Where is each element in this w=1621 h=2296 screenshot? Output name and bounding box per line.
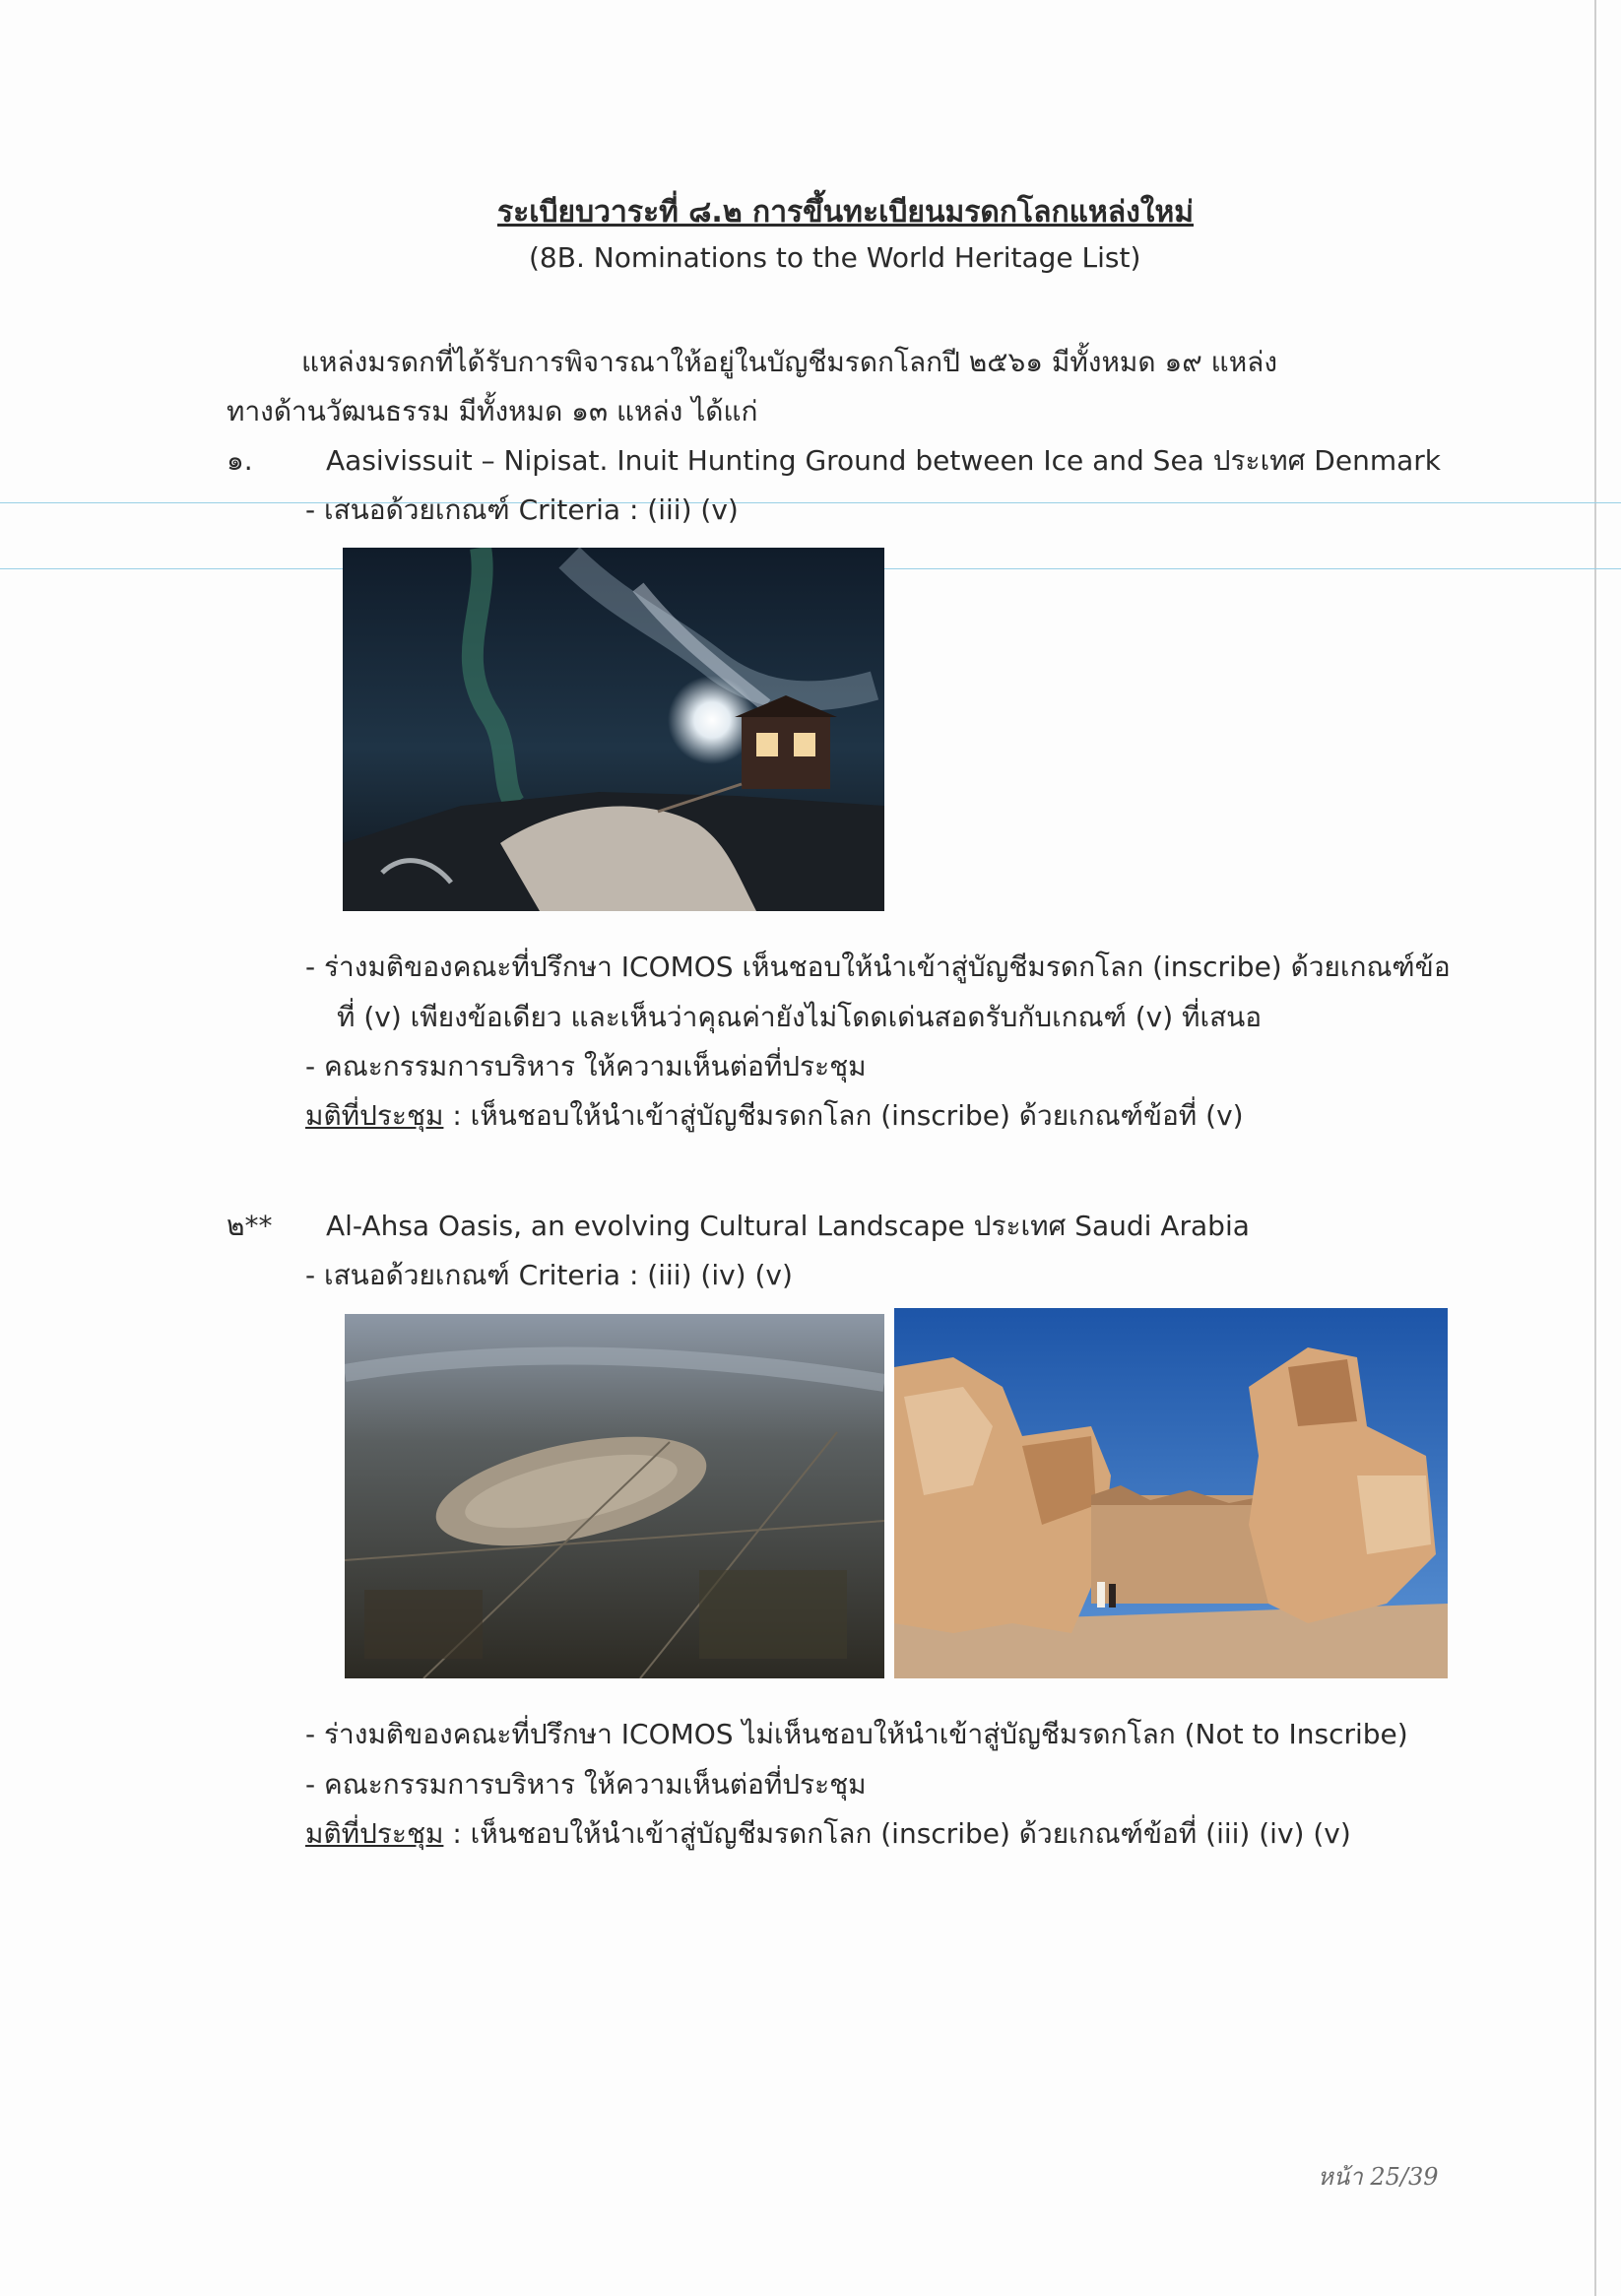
site-1-resolution (305, 1096, 1244, 1136)
intro-line-2: ทางด้านวัฒนธรรม มีทั้งหมด ๑๓ แหล่ง ได้แก่ (227, 395, 758, 427)
site-2-photo-aerial (345, 1314, 884, 1678)
site-1-committee: - คณะกรรมการบริหาร ให้ความเห็นต่อที่ประชุม (305, 1050, 867, 1082)
site-2-resolution (305, 1814, 1351, 1854)
site-1-number: ๑. (227, 444, 253, 477)
site-2-resolution-text: : เห็นชอบให้นำเข้าสู่บัญชีมรดกโลก (inscribe) ด้วยเกณฑ์ข้อที่ (iii) (iv) (v) (443, 1817, 1351, 1850)
intro-line-1: แหล่งมรดกที่ได้รับการพิจารณาให้อยู่ในบัญชีมรดกโลกปี ๒๕๖๑ มีทั้งหมด ๑๙ แหล่ง (301, 346, 1277, 378)
site-1-icomos-line-1: - ร่างมติของคณะที่ปรึกษา ICOMOS เห็นชอบให้นำเข้าสู่บัญชีมรดกโลก (inscribe) ด้วยเกณฑ์ข้อ (305, 951, 1451, 983)
site-2-committee: - คณะกรรมการบริหาร ให้ความเห็นต่อที่ประชุม (305, 1768, 867, 1801)
site-1-name: Aasivissuit – Nipisat. Inuit Hunting Ground between Ice and Sea ประเทศ Denmark (326, 444, 1441, 477)
site-1-resolution-label: มติที่ประชุม (305, 1099, 444, 1132)
site-1-resolution-text: : เห็นชอบให้นำเข้าสู่บัญชีมรดกโลก (inscribe) ด้วยเกณฑ์ข้อที่ (v) (443, 1099, 1244, 1132)
page-number: หน้า 25/39 (1318, 2163, 1439, 2191)
site-1-criteria: - เสนอด้วยเกณฑ์ Criteria : (iii) (v) (305, 493, 739, 526)
site-2-number: ๒** (227, 1210, 273, 1242)
site-1-photo-aurora (343, 548, 884, 911)
site-2-name: Al-Ahsa Oasis, an evolving Cultural Landscape ประเทศ Saudi Arabia (326, 1210, 1250, 1242)
site-2-photo-rock-formations (894, 1308, 1448, 1678)
site-2-resolution-label: มติที่ประชุม (305, 1817, 444, 1850)
agenda-subtitle: (8B. Nominations to the World Heritage List) (529, 241, 1141, 274)
page-edge-line (1594, 0, 1596, 2296)
site-2-criteria: - เสนอด้วยเกณฑ์ Criteria : (iii) (iv) (v) (305, 1259, 793, 1291)
agenda-title: ระเบียบวาระที่ ๘.๒ การขึ้นทะเบียนมรดกโลกแหล่งใหม่ (497, 195, 1194, 230)
site-1-icomos-line-2: ที่ (v) เพียงข้อเดียว และเห็นว่าคุณค่ายังไม่โดดเด่นสอดรับกับเกณฑ์ (v) ที่เสนอ (337, 1001, 1263, 1033)
scan-line-1 (0, 502, 1621, 503)
site-2-icomos-line-1: - ร่างมติของคณะที่ปรึกษา ICOMOS ไม่เห็นชอบให้นำเข้าสู่บัญชีมรดกโลก (Not to Inscribe) (305, 1718, 1408, 1750)
